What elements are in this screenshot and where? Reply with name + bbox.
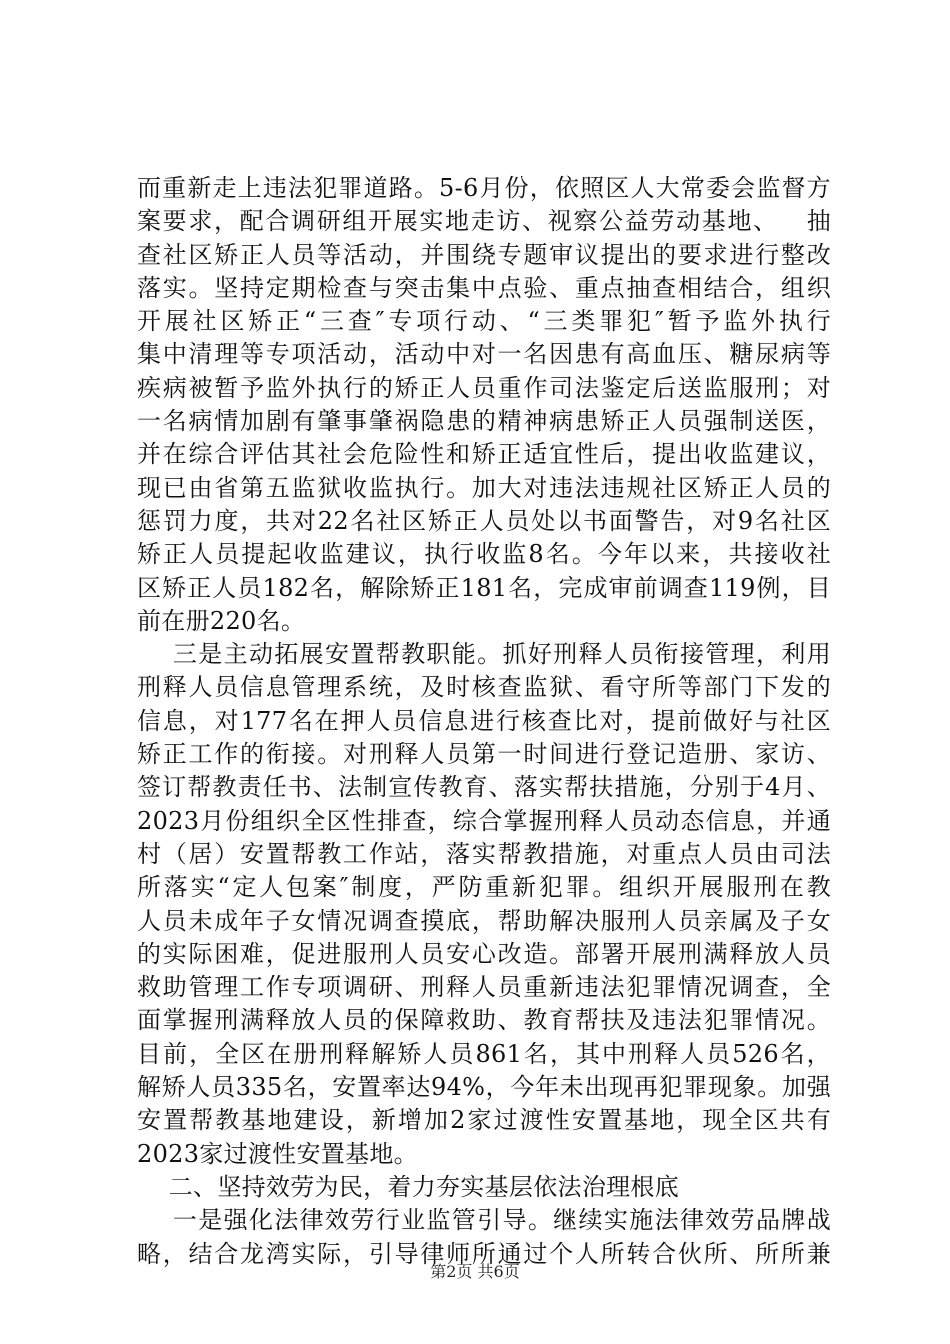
text-line: 所落实“定人包案″制度，严防重新犯罪。组织开展服刑在教 [137,873,831,902]
text-line: 2023家过渡性安置基地。 [137,1139,418,1168]
text-line: 查社区矫正人员等活动，并围绕专题审议提出的要求进行整改 [137,240,831,269]
text-line: 疾病被暂予监外执行的矫正人员重作司法鉴定后送监服刑；对 [137,373,831,402]
text-line: 刑释人员信息管理系统，及时核查监狱、看守所等部门下发的 [137,673,831,702]
text-line: 略，结合龙湾实际，引导律师所通过个人所转合伙所、所所兼 [137,1239,831,1268]
text-line: 签订帮教责任书、法制宣传教育、落实帮扶措施，分别于4月、 [137,773,831,802]
section-heading: 二、坚持效劳为民，着力夯实基层依法治理根底 [137,1172,680,1201]
text-line: 安置帮教基地建设，新增加2家过渡性安置基地，现全区共有 [137,1106,831,1135]
text-line: 矫正人员提起收监建议，执行收监8名。今年以来，共接收社 [137,540,831,569]
text-line: 目前，全区在册刑释解矫人员861名，其中刑释人员526名， [137,1039,831,1068]
text-line: 三是主动拓展安置帮教职能。抓好刑释人员衔接管理，利用 [137,640,831,669]
text-line: 现已由省第五监狱收监执行。加大对违法违规社区矫正人员的 [137,473,831,502]
text-line: 惩罚力度，共对22名社区矫正人员处以书面警告，对9名社区 [137,506,831,535]
text-line: 落实。坚持定期检查与突击集中点验、重点抽查相结合，组织 [137,273,831,302]
text-line: 前在册220名。 [137,606,306,635]
text-line: 2023月份组织全区性排查，综合掌握刑释人员动态信息，并通 [137,806,831,835]
text-line: 面掌握刑满释放人员的保障救助、教育帮扶及违法犯罪情况。 [137,1006,831,1035]
text-line: 并在综合评估其社会危险性和矫正适宜性后，提出收监建议， [137,440,831,469]
text-line: 而重新走上违法犯罪道路。5-6月份，依照区人大常委会监督方 [137,174,831,202]
text-line: 开展社区矫正“三查″专项行动、“三类罪犯″暂予监外执行 [137,307,831,336]
text-line: 救助管理工作专项调研、刑释人员重新违法犯罪情况调查，全 [137,973,831,1002]
text-line: 信息，对177名在押人员信息进行核查比对，提前做好与社区 [137,706,831,735]
body-text [137,172,831,1271]
text-line: 案要求，配合调研组开展实地走访、视察公益劳动基地、 抽 [137,207,831,236]
text-line: 一是强化法律效劳行业监管引导。继续实施法律效劳品牌战 [137,1206,831,1235]
text-line: 的实际困难，促进服刑人员安心改造。部署开展刑满释放人员 [137,939,831,968]
text-line: 集中清理等专项活动，活动中对一名因患有高血压、糖尿病等 [137,340,831,369]
text-line: 区矫正人员182名，解除矫正181名，完成审前调查119例，目 [137,573,831,602]
text-line: 一名病情加剧有肇事肇祸隐患的精神病患矫正人员强制送医， [137,407,831,436]
text-line: 人员未成年子女情况调查摸底，帮助解决服刑人员亲属及子女 [137,906,831,935]
text-line: 矫正工作的衔接。对刑释人员第一时间进行登记造册、家访、 [137,740,831,769]
page-footer: 第2页 共6页 [430,1262,520,1281]
text-line: 解矫人员335名，安置率达94%，今年未出现再犯罪现象。加强 [137,1073,831,1102]
text-line: 村（居）安置帮教工作站，落实帮教措施，对重点人员由司法 [137,839,831,868]
